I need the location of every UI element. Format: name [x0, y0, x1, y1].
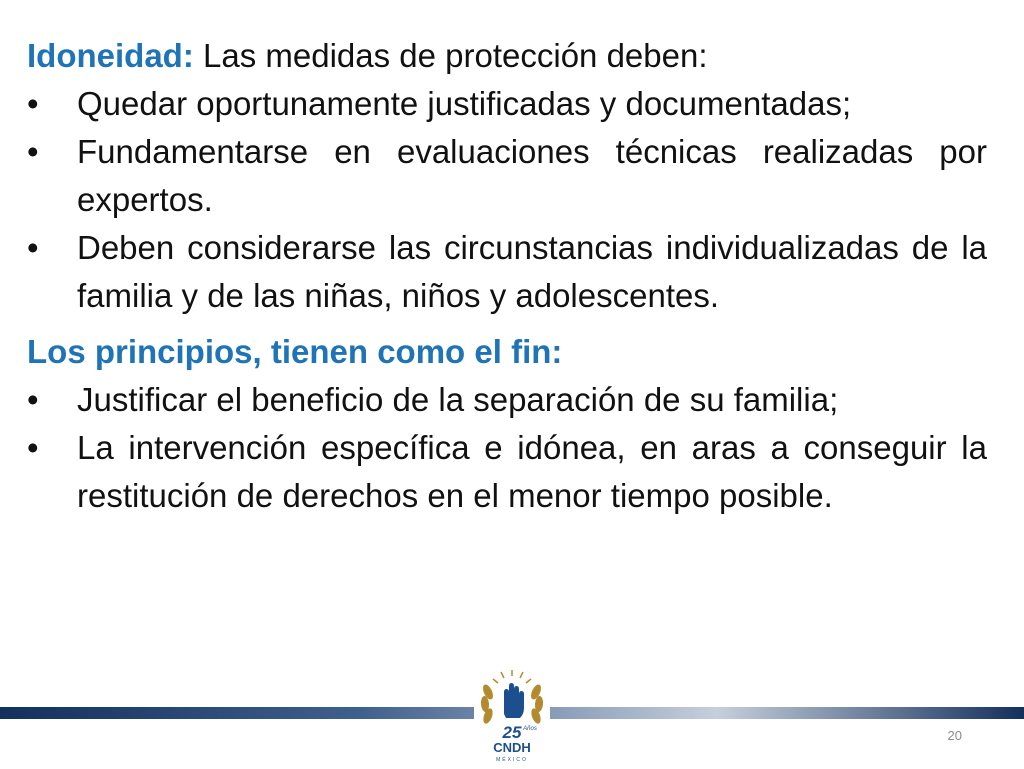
idoneidad-list — [27, 80, 987, 320]
logo-country: MÉXICO — [496, 757, 528, 763]
logo-number: 25 — [502, 723, 522, 742]
logo-small: Años — [523, 726, 537, 732]
principios-item: • La intervención específica e idónea, en aras a conseguir la restitución de derechos en el menor tiempo posible. — [27, 424, 987, 520]
logo-acronym: CNDH — [493, 740, 531, 755]
idoneidad-item: • Quedar oportunamente justificadas y documentadas; — [27, 80, 987, 128]
idoneidad-label: Idoneidad: — [27, 37, 194, 74]
cndh-emblem-icon — [474, 668, 550, 764]
principios-heading: Los principios, tienen como el fin: — [27, 333, 563, 370]
principios-item: • Justificar el beneficio de la separación de su familia; — [27, 376, 987, 424]
cndh-logo — [474, 668, 550, 764]
idoneidad-item: • Fundamentarse en evaluaciones técnicas realizadas por expertos. — [27, 128, 987, 224]
page-number: 20 — [947, 728, 962, 743]
idoneidad-heading — [27, 32, 987, 80]
idoneidad-item: • Deben considerarse las circunstancias individualizadas de la familia y de las niñas, niños y adolescentes. — [27, 224, 987, 320]
slide-content — [27, 32, 987, 520]
idoneidad-intro: Las medidas de protección deben: — [193, 37, 708, 74]
principios-list — [27, 376, 987, 520]
